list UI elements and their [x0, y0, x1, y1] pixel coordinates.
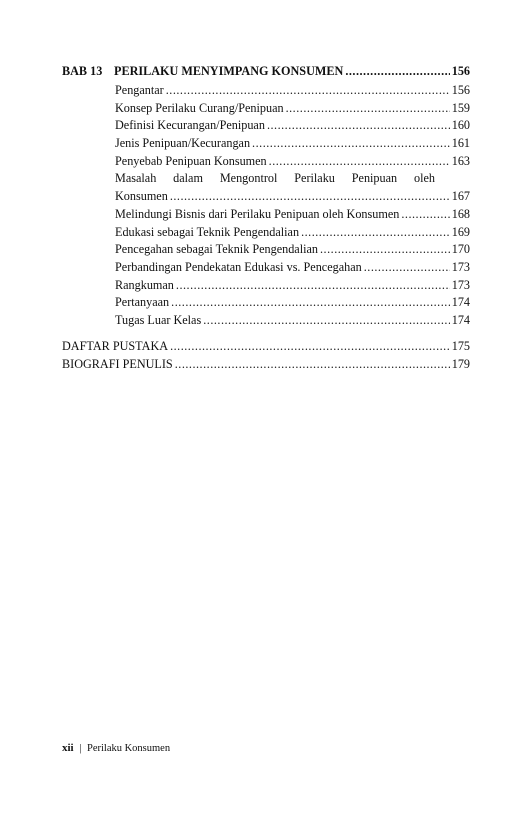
- toc-section-entry: [115, 312, 470, 330]
- toc-section-entry: [115, 100, 470, 118]
- section-title: Konsep Perilaku Curang/Penipuan: [115, 100, 284, 115]
- section-title-line-1: Masalah dalam Mengontrol Perilaku Penipuan oleh: [115, 171, 435, 186]
- footer-separator: |: [79, 743, 82, 754]
- footer-page-number: xii: [62, 742, 74, 754]
- back-matter-page: 179: [451, 356, 470, 371]
- section-title-line-2: Konsumen: [115, 189, 168, 204]
- section-page: 174: [451, 312, 470, 327]
- dot-leader: [269, 153, 450, 171]
- section-title: Penyebab Penipuan Konsumen: [115, 153, 267, 168]
- chapter-number: BAB 13: [62, 64, 103, 78]
- section-title: Pengantar: [115, 83, 164, 97]
- dot-leader: [175, 356, 450, 374]
- section-page: 156: [451, 83, 470, 97]
- toc-back-matter: [62, 338, 470, 373]
- toc-section-entry: [115, 206, 470, 224]
- back-matter-title: BIOGRAFI PENULIS: [62, 356, 173, 371]
- dot-leader: [364, 259, 450, 277]
- section-page: 161: [451, 136, 470, 151]
- section-title: Pertanyaan: [115, 295, 170, 310]
- chapter-title: PERILAKU MENYIMPANG KONSUMEN: [114, 64, 344, 78]
- dot-leader: [286, 100, 450, 118]
- section-title: Tugas Luar Kelas: [115, 312, 202, 327]
- toc-back-entry: [62, 356, 470, 374]
- dot-leader: [176, 277, 450, 295]
- section-title: Pencegahan sebagai Teknik Pengendalian: [115, 242, 318, 257]
- dot-leader: [171, 294, 450, 312]
- chapter-page: 156: [451, 64, 470, 78]
- section-title: Jenis Penipuan/Kecurangan: [115, 136, 251, 151]
- toc-section-entry: [115, 117, 470, 135]
- dot-leader: [166, 82, 450, 100]
- toc-section-entry: [115, 277, 470, 295]
- section-page: 174: [451, 295, 470, 310]
- section-page: 173: [451, 259, 470, 274]
- toc-section-entry: [115, 294, 470, 312]
- toc-section-entry: [115, 170, 470, 205]
- toc-section-list: [115, 82, 470, 330]
- dot-leader: [301, 224, 450, 242]
- toc-section-entry: [115, 224, 470, 242]
- section-title: Melindungi Bisnis dari Perilaku Penipuan oleh Konsumen: [115, 206, 400, 221]
- section-page: 159: [451, 100, 470, 115]
- section-page: 168: [451, 206, 470, 221]
- section-title: Edukasi sebagai Teknik Pengendalian: [115, 224, 300, 239]
- dot-leader: [203, 312, 450, 330]
- toc-section-entry: [115, 82, 470, 100]
- section-page: 160: [451, 118, 470, 133]
- dot-leader: [252, 135, 450, 153]
- section-title: Rangkuman: [115, 277, 174, 292]
- section-page: 170: [451, 242, 470, 257]
- dot-leader: [170, 338, 450, 356]
- toc-section-entry: [115, 259, 470, 277]
- section-page: 169: [451, 224, 470, 239]
- section-title-line-2-row: [115, 188, 470, 206]
- back-matter-title: DAFTAR PUSTAKA: [62, 339, 169, 353]
- section-title: Definisi Kecurangan/Penipuan: [115, 118, 265, 133]
- dot-leader: [345, 64, 449, 79]
- toc-section-entry: [115, 241, 470, 259]
- footer-book-title: Perilaku Konsumen: [86, 743, 171, 754]
- toc-back-entry: [62, 338, 470, 356]
- toc-chapter-entry: [62, 64, 470, 82]
- section-page: 163: [451, 153, 470, 168]
- section-page: 173: [451, 277, 470, 292]
- section-title: Perbandingan Pendekatan Edukasi vs. Pencegahan: [115, 259, 362, 274]
- dot-leader: [401, 206, 449, 224]
- section-page: 167: [451, 189, 470, 204]
- page-footer: [62, 742, 170, 754]
- back-matter-page: 175: [451, 339, 470, 353]
- toc-section-entry: [115, 153, 470, 171]
- dot-leader: [170, 188, 450, 206]
- toc-section-entry: [115, 135, 470, 153]
- dot-leader: [320, 241, 450, 259]
- dot-leader: [267, 117, 450, 135]
